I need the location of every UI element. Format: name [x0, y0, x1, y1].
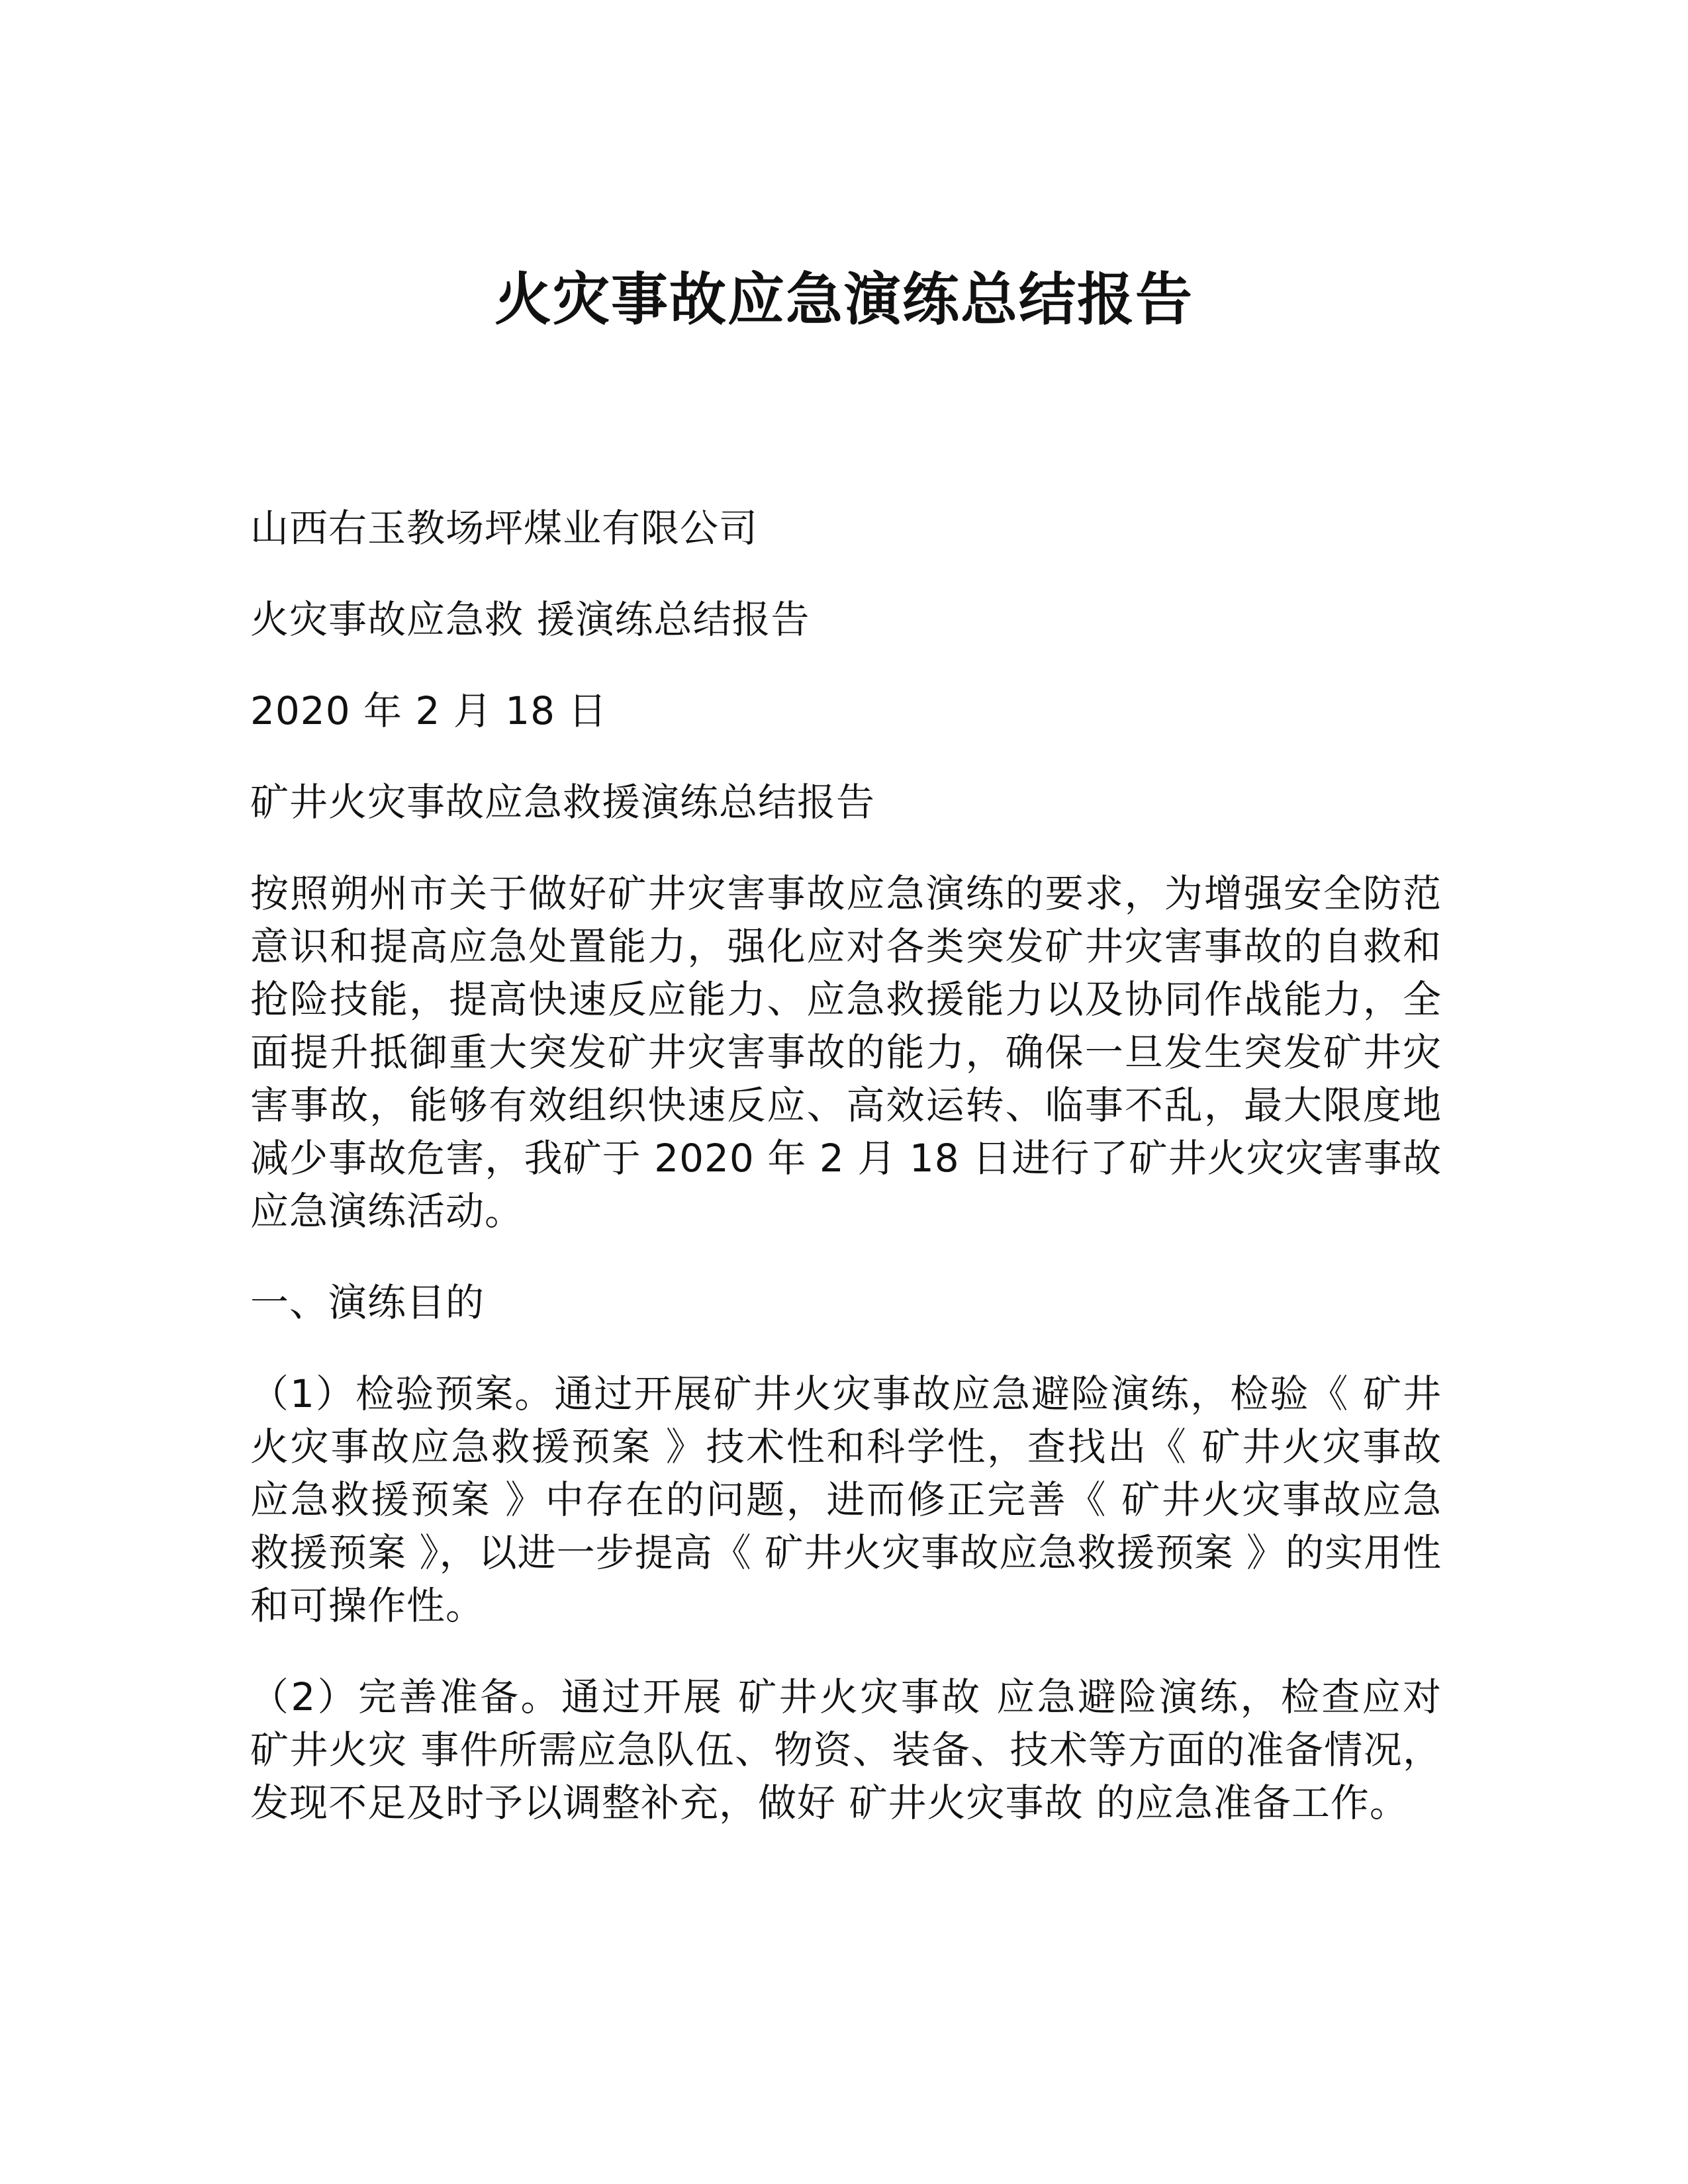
report-date: 2020 年 2 月 18 日 — [250, 688, 608, 733]
document-title: 火灾事故应急演练总结报告 — [494, 266, 1194, 333]
purpose-item-1: （1）检验预案。通过开展矿井火灾事故应急避险演练，检验《 矿井火灾事故应急救援预案 》技术性和科学性，查找出《 矿井火灾事故应急救援预案 》中存在的问题，进而修正完善《 矿井火灾事故应急救援预案 》，以进一步提高《 矿井火灾事故应急救援预案 》的实用性和可操作性。 — [250, 1371, 1442, 1628]
company-name: 山西右玉教场坪煤业有限公司 — [250, 506, 759, 551]
section-heading-purpose: 一、演练目的 — [250, 1280, 485, 1325]
document-body — [250, 502, 1442, 1868]
report-heading: 矿井火灾事故应急救援演练总结报告 — [250, 780, 876, 825]
report-subtitle: 火灾事故应急救 援演练总结报告 — [250, 597, 810, 642]
purpose-item-2: （2）完善准备。通过开展 矿井火灾事故 应急避险演练，检查应对 矿井火灾 事件所需应急队伍、物资、装备、技术等方面的准备情况，发现不足及时予以调整补充，做好 矿井火灾事故 的应急准备工作。 — [250, 1674, 1442, 1825]
intro-paragraph: 按照朔州市关于做好矿井灾害事故应急演练的要求，为增强安全防范意识和提高应急处置能力，强化应对各类突发矿井灾害事故的自救和抢险技能，提高快速反应能力、应急救援能力以及协同作战能力，全面提升抵御重大突发矿井灾害事故的能力，确保一旦发生突发矿井灾害事故，能够有效组织快速反应、高效运转、临事不乱，最大限度地减少事故危害，我矿于 2020 年 2 月 18 日进行了矿井火灾灾害事故应急演练活动。 — [250, 871, 1442, 1234]
